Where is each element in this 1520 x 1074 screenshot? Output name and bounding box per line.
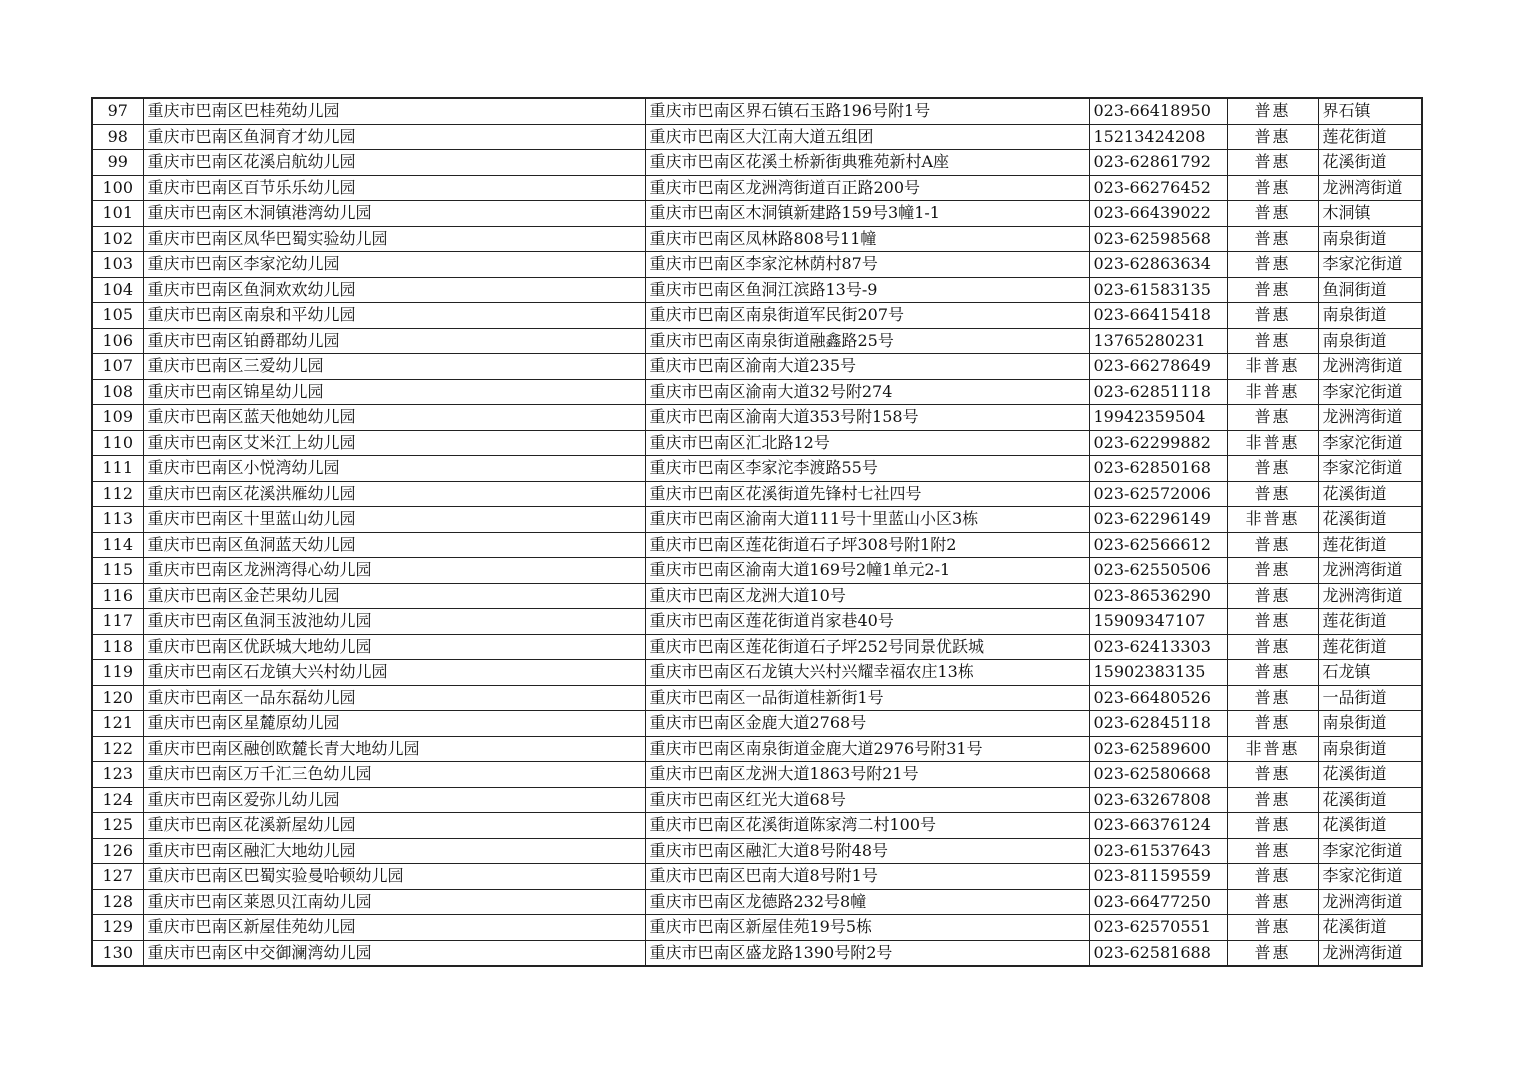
- cell-phone: 023-61583135: [1089, 277, 1227, 303]
- table-row: [92, 864, 1422, 890]
- cell-number: 104: [92, 277, 143, 303]
- cell-kindergarten-name: 重庆市巴南区巴蜀实验曼哈顿幼儿园: [143, 864, 645, 890]
- cell-street: 南泉街道: [1318, 226, 1422, 252]
- cell-kindergarten-name: 重庆市巴南区艾米江上幼儿园: [143, 430, 645, 456]
- table-row: [92, 201, 1422, 227]
- cell-number: 125: [92, 813, 143, 839]
- cell-street: 南泉街道: [1318, 303, 1422, 329]
- cell-phone: 023-62413303: [1089, 634, 1227, 660]
- cell-kindergarten-name: 重庆市巴南区融汇大地幼儿园: [143, 838, 645, 864]
- cell-type: 普惠: [1227, 201, 1318, 227]
- cell-street: 龙洲湾街道: [1318, 354, 1422, 380]
- cell-phone: 023-62863634: [1089, 252, 1227, 278]
- cell-address: 重庆市巴南区莲花街道肖家巷40号: [645, 609, 1089, 635]
- cell-address: 重庆市巴南区凤林路808号11幢: [645, 226, 1089, 252]
- table-row: [92, 150, 1422, 176]
- cell-address: 重庆市巴南区花溪街道先锋村七社四号: [645, 481, 1089, 507]
- cell-number: 121: [92, 711, 143, 737]
- cell-phone: 023-66376124: [1089, 813, 1227, 839]
- cell-number: 126: [92, 838, 143, 864]
- table-row: [92, 379, 1422, 405]
- table-row: [92, 124, 1422, 150]
- cell-phone: 023-86536290: [1089, 583, 1227, 609]
- cell-number: 113: [92, 507, 143, 533]
- cell-number: 107: [92, 354, 143, 380]
- cell-number: 115: [92, 558, 143, 584]
- cell-phone: 023-62299882: [1089, 430, 1227, 456]
- cell-street: 龙洲湾街道: [1318, 889, 1422, 915]
- cell-type: 普惠: [1227, 481, 1318, 507]
- cell-type: 非普惠: [1227, 379, 1318, 405]
- table-row: [92, 532, 1422, 558]
- table-row: [92, 660, 1422, 686]
- cell-street: 鱼洞街道: [1318, 277, 1422, 303]
- cell-address: 重庆市巴南区渝南大道169号2幢1单元2-1: [645, 558, 1089, 584]
- cell-type: 普惠: [1227, 532, 1318, 558]
- cell-address: 重庆市巴南区南泉街道金鹿大道2976号附31号: [645, 736, 1089, 762]
- cell-type: 普惠: [1227, 456, 1318, 482]
- cell-phone: 023-62589600: [1089, 736, 1227, 762]
- cell-number: 116: [92, 583, 143, 609]
- cell-kindergarten-name: 重庆市巴南区花溪洪雁幼儿园: [143, 481, 645, 507]
- cell-street: 莲花街道: [1318, 634, 1422, 660]
- cell-type: 普惠: [1227, 838, 1318, 864]
- cell-number: 108: [92, 379, 143, 405]
- cell-address: 重庆市巴南区南泉街道军民街207号: [645, 303, 1089, 329]
- table-row: [92, 226, 1422, 252]
- cell-type: 非普惠: [1227, 354, 1318, 380]
- cell-type: 普惠: [1227, 277, 1318, 303]
- cell-phone: 023-66439022: [1089, 201, 1227, 227]
- kindergarten-table: [91, 97, 1423, 967]
- cell-address: 重庆市巴南区金鹿大道2768号: [645, 711, 1089, 737]
- cell-number: 100: [92, 175, 143, 201]
- cell-street: 界石镇: [1318, 98, 1422, 124]
- cell-street: 李家沱街道: [1318, 379, 1422, 405]
- cell-type: 普惠: [1227, 711, 1318, 737]
- cell-address: 重庆市巴南区渝南大道235号: [645, 354, 1089, 380]
- cell-type: 普惠: [1227, 98, 1318, 124]
- cell-number: 114: [92, 532, 143, 558]
- cell-address: 重庆市巴南区大江南大道五组团: [645, 124, 1089, 150]
- cell-address: 重庆市巴南区汇北路12号: [645, 430, 1089, 456]
- cell-address: 重庆市巴南区李家沱李渡路55号: [645, 456, 1089, 482]
- table-row: [92, 762, 1422, 788]
- cell-type: 普惠: [1227, 915, 1318, 941]
- cell-type: 普惠: [1227, 175, 1318, 201]
- cell-type: 普惠: [1227, 150, 1318, 176]
- table-body: [92, 98, 1422, 966]
- cell-number: 129: [92, 915, 143, 941]
- cell-street: 石龙镇: [1318, 660, 1422, 686]
- cell-phone: 15902383135: [1089, 660, 1227, 686]
- cell-kindergarten-name: 重庆市巴南区十里蓝山幼儿园: [143, 507, 645, 533]
- cell-kindergarten-name: 重庆市巴南区爱弥儿幼儿园: [143, 787, 645, 813]
- cell-street: 李家沱街道: [1318, 864, 1422, 890]
- table-row: [92, 481, 1422, 507]
- cell-type: 普惠: [1227, 609, 1318, 635]
- cell-address: 重庆市巴南区渝南大道353号附158号: [645, 405, 1089, 431]
- cell-number: 111: [92, 456, 143, 482]
- cell-address: 重庆市巴南区莲花街道石子坪308号附1附2: [645, 532, 1089, 558]
- table-row: [92, 252, 1422, 278]
- cell-phone: 023-62550506: [1089, 558, 1227, 584]
- cell-type: 普惠: [1227, 864, 1318, 890]
- table-row: [92, 915, 1422, 941]
- cell-number: 123: [92, 762, 143, 788]
- cell-address: 重庆市巴南区界石镇石玉路196号附1号: [645, 98, 1089, 124]
- cell-street: 花溪街道: [1318, 915, 1422, 941]
- cell-address: 重庆市巴南区渝南大道111号十里蓝山小区3栋: [645, 507, 1089, 533]
- cell-kindergarten-name: 重庆市巴南区莱恩贝江南幼儿园: [143, 889, 645, 915]
- cell-type: 普惠: [1227, 328, 1318, 354]
- cell-kindergarten-name: 重庆市巴南区鱼洞育才幼儿园: [143, 124, 645, 150]
- cell-street: 龙洲湾街道: [1318, 175, 1422, 201]
- cell-phone: 023-62570551: [1089, 915, 1227, 941]
- cell-phone: 023-66480526: [1089, 685, 1227, 711]
- table-row: [92, 889, 1422, 915]
- cell-kindergarten-name: 重庆市巴南区锦星幼儿园: [143, 379, 645, 405]
- table-row: [92, 328, 1422, 354]
- cell-phone: 023-66415418: [1089, 303, 1227, 329]
- cell-type: 普惠: [1227, 660, 1318, 686]
- cell-type: 普惠: [1227, 685, 1318, 711]
- cell-number: 101: [92, 201, 143, 227]
- cell-address: 重庆市巴南区龙洲大道10号: [645, 583, 1089, 609]
- cell-phone: 023-62598568: [1089, 226, 1227, 252]
- cell-kindergarten-name: 重庆市巴南区中交御澜湾幼儿园: [143, 940, 645, 966]
- cell-street: 南泉街道: [1318, 736, 1422, 762]
- cell-number: 105: [92, 303, 143, 329]
- cell-type: 非普惠: [1227, 736, 1318, 762]
- cell-street: 一品街道: [1318, 685, 1422, 711]
- cell-address: 重庆市巴南区木洞镇新建路159号3幢1-1: [645, 201, 1089, 227]
- cell-address: 重庆市巴南区巴南大道8号附1号: [645, 864, 1089, 890]
- cell-number: 109: [92, 405, 143, 431]
- cell-phone: 023-62572006: [1089, 481, 1227, 507]
- cell-number: 103: [92, 252, 143, 278]
- cell-street: 龙洲湾街道: [1318, 583, 1422, 609]
- table-row: [92, 711, 1422, 737]
- cell-kindergarten-name: 重庆市巴南区融创欧麓长青大地幼儿园: [143, 736, 645, 762]
- cell-number: 102: [92, 226, 143, 252]
- cell-kindergarten-name: 重庆市巴南区石龙镇大兴村幼儿园: [143, 660, 645, 686]
- table-row: [92, 609, 1422, 635]
- cell-number: 98: [92, 124, 143, 150]
- cell-street: 花溪街道: [1318, 813, 1422, 839]
- cell-type: 普惠: [1227, 124, 1318, 150]
- cell-phone: 023-62861792: [1089, 150, 1227, 176]
- cell-street: 李家沱街道: [1318, 838, 1422, 864]
- cell-kindergarten-name: 重庆市巴南区小悦湾幼儿园: [143, 456, 645, 482]
- cell-type: 普惠: [1227, 252, 1318, 278]
- table-row: [92, 787, 1422, 813]
- table-row: [92, 558, 1422, 584]
- cell-phone: 023-66477250: [1089, 889, 1227, 915]
- cell-type: 普惠: [1227, 583, 1318, 609]
- cell-address: 重庆市巴南区南泉街道融鑫路25号: [645, 328, 1089, 354]
- table-row: [92, 634, 1422, 660]
- cell-street: 南泉街道: [1318, 328, 1422, 354]
- cell-kindergarten-name: 重庆市巴南区三爱幼儿园: [143, 354, 645, 380]
- cell-number: 120: [92, 685, 143, 711]
- table-row: [92, 354, 1422, 380]
- cell-kindergarten-name: 重庆市巴南区南泉和平幼儿园: [143, 303, 645, 329]
- cell-phone: 023-66278649: [1089, 354, 1227, 380]
- cell-phone: 023-62296149: [1089, 507, 1227, 533]
- cell-phone: 023-62850168: [1089, 456, 1227, 482]
- cell-address: 重庆市巴南区一品街道桂新街1号: [645, 685, 1089, 711]
- cell-street: 花溪街道: [1318, 762, 1422, 788]
- cell-phone: 023-66276452: [1089, 175, 1227, 201]
- cell-type: 普惠: [1227, 303, 1318, 329]
- cell-type: 非普惠: [1227, 507, 1318, 533]
- cell-street: 花溪街道: [1318, 481, 1422, 507]
- cell-address: 重庆市巴南区石龙镇大兴村兴耀幸福农庄13栋: [645, 660, 1089, 686]
- cell-number: 106: [92, 328, 143, 354]
- cell-kindergarten-name: 重庆市巴南区新屋佳苑幼儿园: [143, 915, 645, 941]
- cell-address: 重庆市巴南区花溪街道陈家湾二村100号: [645, 813, 1089, 839]
- cell-address: 重庆市巴南区融汇大道8号附48号: [645, 838, 1089, 864]
- cell-kindergarten-name: 重庆市巴南区金芒果幼儿园: [143, 583, 645, 609]
- cell-kindergarten-name: 重庆市巴南区花溪启航幼儿园: [143, 150, 645, 176]
- cell-street: 龙洲湾街道: [1318, 558, 1422, 584]
- cell-number: 97: [92, 98, 143, 124]
- cell-kindergarten-name: 重庆市巴南区花溪新屋幼儿园: [143, 813, 645, 839]
- table-row: [92, 456, 1422, 482]
- cell-phone: 023-62581688: [1089, 940, 1227, 966]
- cell-phone: 15909347107: [1089, 609, 1227, 635]
- cell-street: 花溪街道: [1318, 150, 1422, 176]
- cell-number: 112: [92, 481, 143, 507]
- table-row: [92, 175, 1422, 201]
- cell-address: 重庆市巴南区龙洲大道1863号附21号: [645, 762, 1089, 788]
- cell-phone: 023-62845118: [1089, 711, 1227, 737]
- cell-street: 龙洲湾街道: [1318, 940, 1422, 966]
- cell-kindergarten-name: 重庆市巴南区星麓原幼儿园: [143, 711, 645, 737]
- cell-type: 普惠: [1227, 813, 1318, 839]
- cell-phone: 19942359504: [1089, 405, 1227, 431]
- cell-address: 重庆市巴南区花溪土桥新街典雅苑新村A座: [645, 150, 1089, 176]
- cell-number: 118: [92, 634, 143, 660]
- cell-type: 普惠: [1227, 940, 1318, 966]
- cell-address: 重庆市巴南区红光大道68号: [645, 787, 1089, 813]
- cell-type: 普惠: [1227, 226, 1318, 252]
- cell-type: 普惠: [1227, 405, 1318, 431]
- cell-address: 重庆市巴南区鱼洞江滨路13号-9: [645, 277, 1089, 303]
- cell-number: 119: [92, 660, 143, 686]
- cell-street: 木洞镇: [1318, 201, 1422, 227]
- cell-phone: 023-61537643: [1089, 838, 1227, 864]
- cell-kindergarten-name: 重庆市巴南区龙洲湾得心幼儿园: [143, 558, 645, 584]
- cell-number: 127: [92, 864, 143, 890]
- cell-address: 重庆市巴南区渝南大道32号附274: [645, 379, 1089, 405]
- cell-kindergarten-name: 重庆市巴南区巴桂苑幼儿园: [143, 98, 645, 124]
- cell-phone: 15213424208: [1089, 124, 1227, 150]
- table-row: [92, 838, 1422, 864]
- cell-address: 重庆市巴南区龙德路232号8幢: [645, 889, 1089, 915]
- cell-number: 117: [92, 609, 143, 635]
- cell-type: 普惠: [1227, 634, 1318, 660]
- table-row: [92, 98, 1422, 124]
- cell-street: 李家沱街道: [1318, 430, 1422, 456]
- cell-type: 普惠: [1227, 558, 1318, 584]
- table-row: [92, 507, 1422, 533]
- cell-type: 普惠: [1227, 889, 1318, 915]
- cell-phone: 023-66418950: [1089, 98, 1227, 124]
- cell-address: 重庆市巴南区盛龙路1390号附2号: [645, 940, 1089, 966]
- cell-street: 花溪街道: [1318, 787, 1422, 813]
- table-row: [92, 277, 1422, 303]
- cell-kindergarten-name: 重庆市巴南区木洞镇港湾幼儿园: [143, 201, 645, 227]
- cell-phone: 023-62851118: [1089, 379, 1227, 405]
- cell-kindergarten-name: 重庆市巴南区鱼洞玉波池幼儿园: [143, 609, 645, 635]
- cell-street: 李家沱街道: [1318, 456, 1422, 482]
- cell-street: 李家沱街道: [1318, 252, 1422, 278]
- cell-phone: 023-62566612: [1089, 532, 1227, 558]
- cell-street: 莲花街道: [1318, 124, 1422, 150]
- cell-number: 124: [92, 787, 143, 813]
- cell-address: 重庆市巴南区李家沱林荫村87号: [645, 252, 1089, 278]
- cell-number: 110: [92, 430, 143, 456]
- cell-number: 99: [92, 150, 143, 176]
- cell-kindergarten-name: 重庆市巴南区铂爵郡幼儿园: [143, 328, 645, 354]
- cell-number: 128: [92, 889, 143, 915]
- cell-kindergarten-name: 重庆市巴南区凤华巴蜀实验幼儿园: [143, 226, 645, 252]
- cell-type: 非普惠: [1227, 430, 1318, 456]
- table-row: [92, 430, 1422, 456]
- cell-phone: 023-81159559: [1089, 864, 1227, 890]
- table-row: [92, 685, 1422, 711]
- cell-kindergarten-name: 重庆市巴南区鱼洞蓝天幼儿园: [143, 532, 645, 558]
- cell-type: 普惠: [1227, 787, 1318, 813]
- cell-phone: 023-63267808: [1089, 787, 1227, 813]
- cell-kindergarten-name: 重庆市巴南区蓝天他她幼儿园: [143, 405, 645, 431]
- cell-street: 南泉街道: [1318, 711, 1422, 737]
- cell-street: 莲花街道: [1318, 532, 1422, 558]
- kindergarten-list-sheet: [91, 97, 1423, 967]
- cell-address: 重庆市巴南区莲花街道石子坪252号同景优跃城: [645, 634, 1089, 660]
- table-row: [92, 940, 1422, 966]
- cell-phone: 023-62580668: [1089, 762, 1227, 788]
- cell-type: 普惠: [1227, 762, 1318, 788]
- table-row: [92, 303, 1422, 329]
- cell-street: 龙洲湾街道: [1318, 405, 1422, 431]
- cell-kindergarten-name: 重庆市巴南区李家沱幼儿园: [143, 252, 645, 278]
- table-row: [92, 736, 1422, 762]
- table-row: [92, 813, 1422, 839]
- cell-address: 重庆市巴南区龙洲湾街道百正路200号: [645, 175, 1089, 201]
- cell-street: 莲花街道: [1318, 609, 1422, 635]
- cell-kindergarten-name: 重庆市巴南区一品东磊幼儿园: [143, 685, 645, 711]
- cell-kindergarten-name: 重庆市巴南区优跃城大地幼儿园: [143, 634, 645, 660]
- table-row: [92, 405, 1422, 431]
- cell-phone: 13765280231: [1089, 328, 1227, 354]
- cell-address: 重庆市巴南区新屋佳苑19号5栋: [645, 915, 1089, 941]
- table-row: [92, 583, 1422, 609]
- cell-number: 130: [92, 940, 143, 966]
- cell-street: 花溪街道: [1318, 507, 1422, 533]
- cell-kindergarten-name: 重庆市巴南区百节乐乐幼儿园: [143, 175, 645, 201]
- cell-kindergarten-name: 重庆市巴南区鱼洞欢欢幼儿园: [143, 277, 645, 303]
- cell-kindergarten-name: 重庆市巴南区万千汇三色幼儿园: [143, 762, 645, 788]
- cell-number: 122: [92, 736, 143, 762]
